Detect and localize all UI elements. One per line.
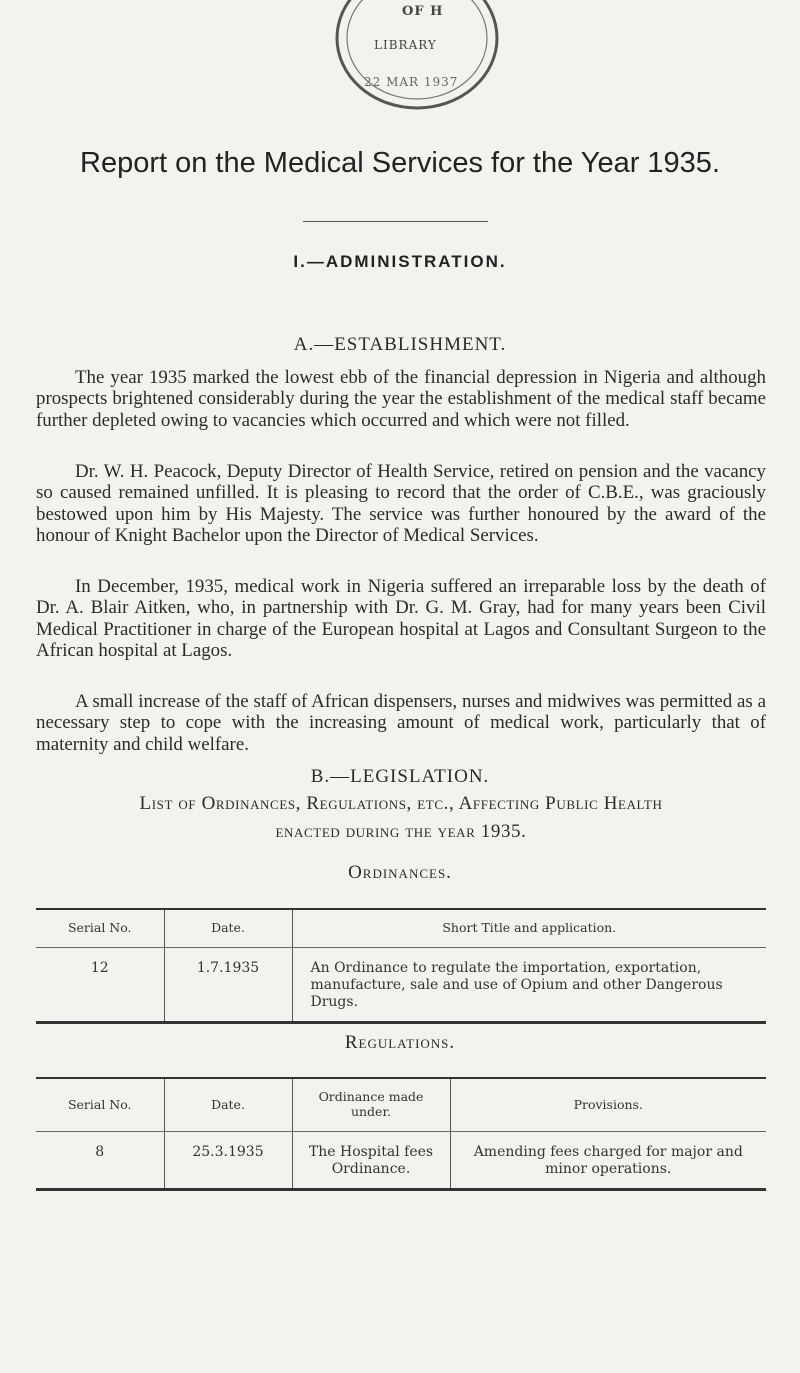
establishment-paragraph-2: Dr. W. H. Peacock, Deputy Director of Health Service, retired on pension and the vacancy so caused remained unfilled. It is pleasing to record that the order of C.B.E., was graciously bestowed upon him by His Majesty. The service was further honoured by the award of the honour of Knight Bachelor upon the Director of Medical Services.: [36, 460, 766, 547]
header-serial-no: Serial No.: [36, 1078, 164, 1132]
regulations-header-row: [36, 1078, 766, 1132]
header-date: Date.: [164, 909, 292, 948]
report-title: Report on the Medical Services for the Year 1935.: [80, 147, 720, 179]
regulation-serial: 8: [95, 1144, 105, 1160]
establishment-paragraph-4: A small increase of the staff of African dispensers, nurses and midwives was permitted as a necessary step to cope with the increasing amount of medical work, particularly that of maternity and child welfare.: [36, 690, 766, 755]
header-provisions: Provisions.: [450, 1078, 766, 1132]
legislation-heading: B.—LEGISLATION.: [310, 766, 490, 787]
stamp-library-text: LIBRARY: [374, 38, 437, 52]
establishment-heading: A.—ESTABLISHMENT.: [293, 334, 507, 355]
ordinances-header-row: [36, 909, 766, 948]
regulation-ordinance: The Hospital fees Ordinance.: [292, 1132, 450, 1190]
ordinance-date: 1.7.1935: [164, 948, 292, 1023]
section-heading: I.—ADMINISTRATION.: [293, 252, 507, 271]
stamp-date-text: 22 MAR 1937: [364, 75, 459, 89]
regulation-provisions: Amending fees charged for major and minor operations.: [450, 1132, 766, 1190]
ordinance-title: An Ordinance to regulate the importation, exportation, manufacture, sale and use of Opium and other Dangerous Drugs.: [292, 948, 766, 1023]
table-row: [36, 948, 766, 1023]
header-ordinance-made-under: Ordinance made under.: [292, 1078, 450, 1132]
ordinance-serial: 12: [90, 960, 109, 976]
regulations-caption: Regulations.: [344, 1032, 456, 1053]
establishment-paragraph-1: The year 1935 marked the lowest ebb of the financial depression in Nigeria and although prospects brightened considerably during the year the establishment of the medical staff became further depleted owing to vacancies which occurred and which were not filled.: [36, 366, 766, 431]
list-title-line-1: List of Ordinances, Regulations, etc., Affecting Public Health: [139, 793, 663, 814]
regulations-table: [36, 1077, 766, 1191]
list-title-line-2: enacted during the year 1935.: [275, 821, 527, 842]
header-date: Date.: [164, 1078, 292, 1132]
header-serial-no: Serial No.: [36, 909, 164, 948]
table-row: [36, 1132, 766, 1190]
legislation-list-title: [36, 790, 766, 846]
stamp-top-text: OF H: [402, 4, 444, 19]
ordinances-caption: Ordinances.: [348, 862, 452, 883]
header-short-title: Short Title and application.: [292, 909, 766, 948]
title-divider: [303, 221, 488, 222]
library-stamp: [322, 0, 512, 112]
ordinances-table: [36, 908, 766, 1024]
establishment-paragraph-3: In December, 1935, medical work in Nigeria suffered an irreparable loss by the death of Dr. A. Blair Aitken, who, in partnership with Dr. G. M. Gray, had for many years been Civil Medical Practitioner in charge of the European hospital at Lagos and Consultant Surgeon to the African hospital at Lagos.: [36, 575, 766, 662]
regulation-date: 25.3.1935: [164, 1132, 292, 1190]
